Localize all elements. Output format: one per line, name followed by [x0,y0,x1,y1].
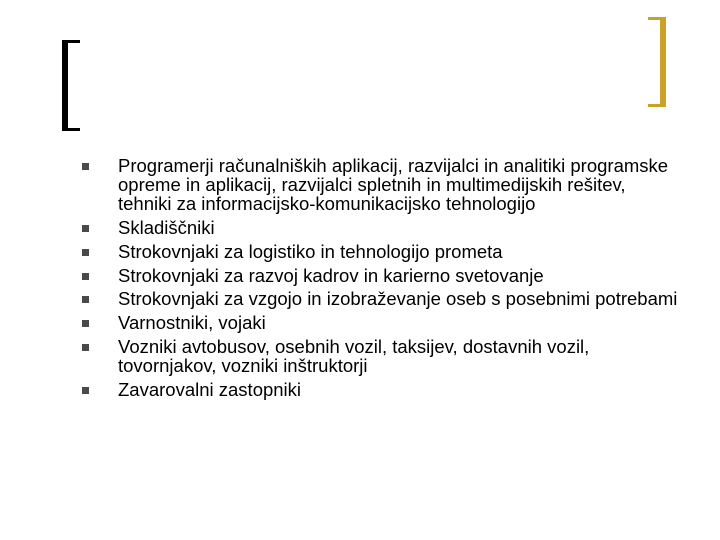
list-item-text: Strokovnjaki za vzgojo in izobraževanje oseb s posebnimi potrebami [118,288,678,310]
list-item-text: Programerji računalniških aplikacij, razvijalci in analitiki programske opreme in aplikacij, razvijalci spletnih in multimedijskih rešitev, tehniki za informacijsko-komunikacijsko tehnologijo [118,155,669,215]
square-bullet-icon [82,344,89,351]
square-bullet-icon [82,320,89,327]
slide-content [82,156,682,403]
right-bracket-decoration [648,17,666,107]
square-bullet-icon [82,387,89,394]
list-item-text: Strokovnjaki za logistiko in tehnologijo prometa [118,240,503,262]
list-item [82,266,682,285]
list-item-text: Vozniki avtobusov, osebnih vozil, taksijev, dostavnih vozil, tovornjakov, vozniki inštruktorji [118,335,590,376]
square-bullet-icon [82,249,89,256]
left-bracket-decoration [62,40,80,131]
square-bullet-icon [82,163,89,170]
list-item [82,289,682,308]
list-item-text: Strokovnjaki za razvoj kadrov in karierno svetovanje [118,264,544,286]
list-item [82,156,682,214]
square-bullet-icon [82,296,89,303]
list-item-text: Zavarovalni zastopniki [118,378,302,400]
list-item-text: Skladiščniki [118,217,215,239]
list-item [82,337,682,375]
list-item [82,380,682,399]
list-item [82,218,682,237]
list-item [82,313,682,332]
list-item-text: Varnostniki, vojaki [118,311,266,333]
square-bullet-icon [82,225,89,232]
square-bullet-icon [82,273,89,280]
bullet-list [82,156,682,399]
list-item [82,242,682,261]
